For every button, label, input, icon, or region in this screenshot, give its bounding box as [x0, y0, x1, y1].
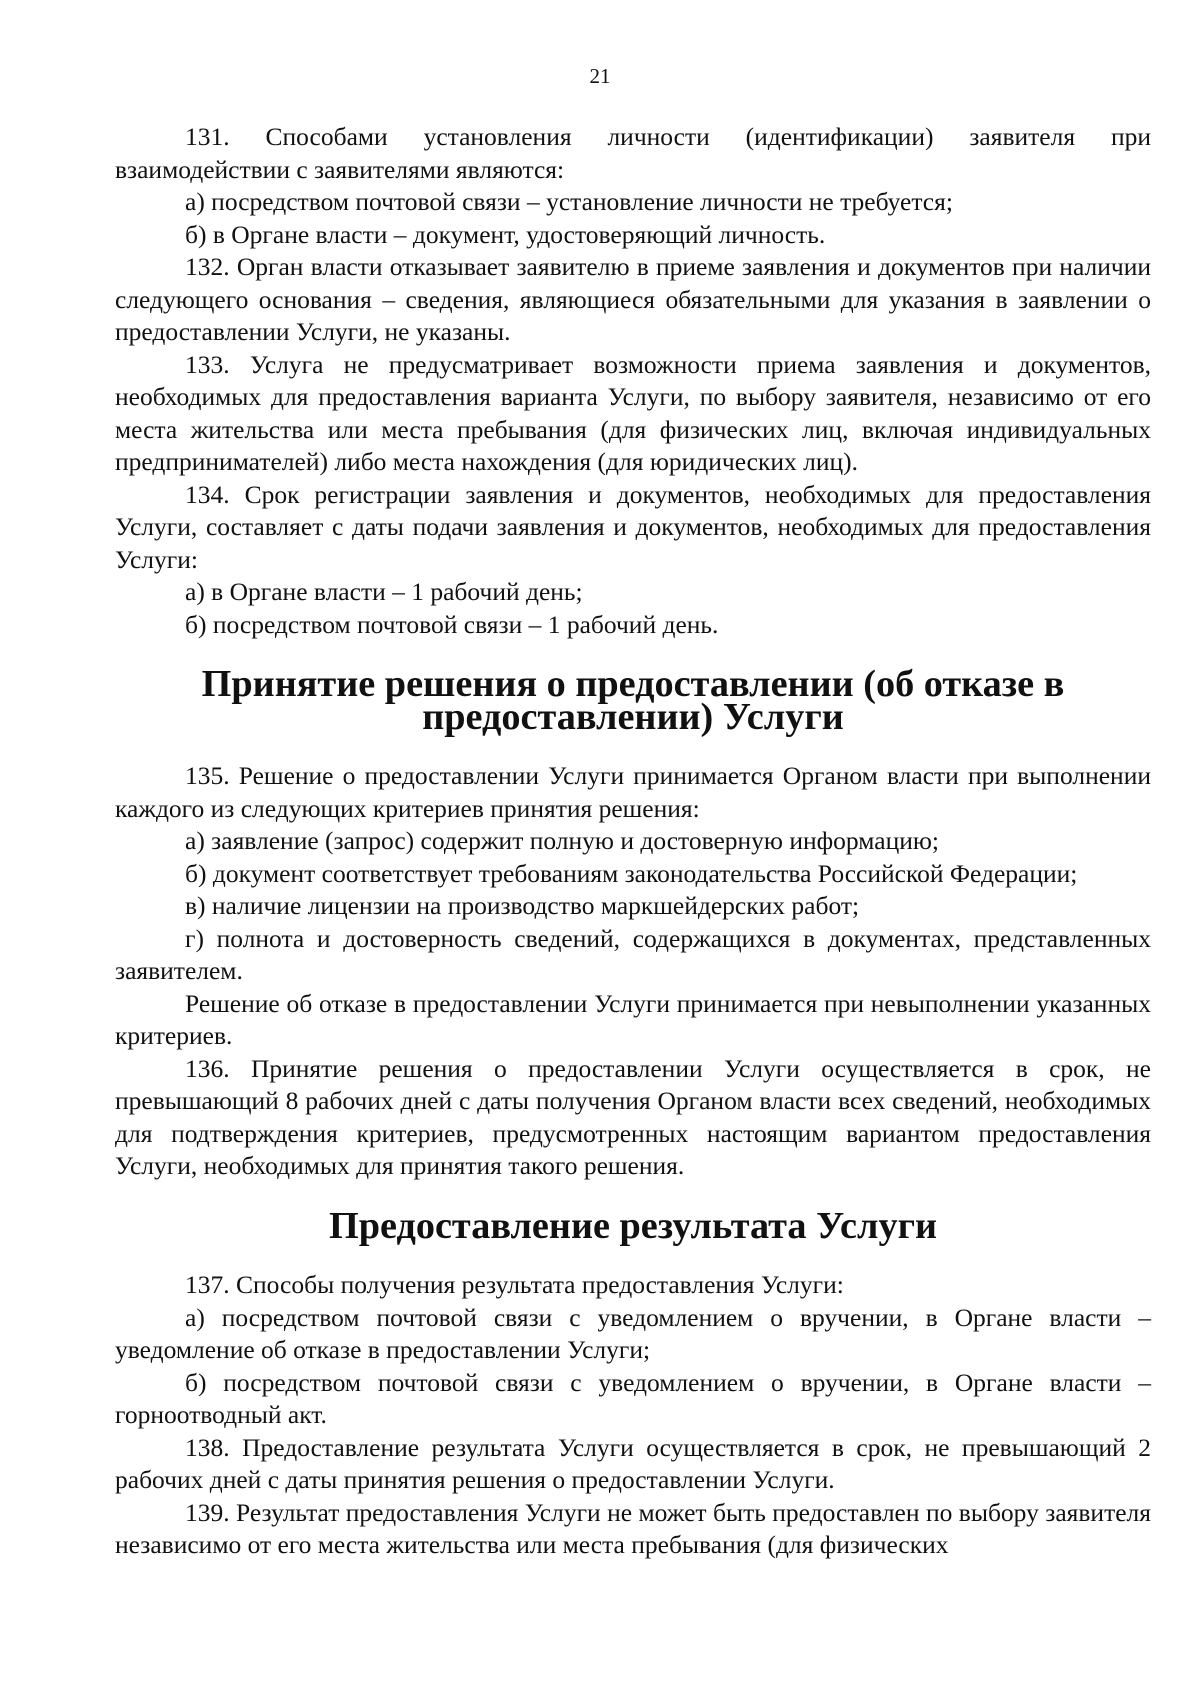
list-item-131-b: б) в Органе власти – документ, удостоверяющий личность.	[185, 219, 826, 249]
list-item-134-b: б) посредством почтовой связи – 1 рабочий день.	[185, 609, 719, 639]
paragraph-131: 131. Способами установления личности (идентификации) заявителя при взаимодействии с заявителями являются:	[115, 122, 1151, 184]
list-item-135-b: б) документ соответствует требованиям законодательства Российской Федерации;	[185, 858, 1078, 888]
paragraph-134: 134. Срок регистрации заявления и документов, необходимых для предоставления Услуги, составляет с даты подачи заявления и документов, необходимых для предоставления Услуги:	[115, 479, 1151, 574]
paragraph-137: 137. Способы получения результата предоставления Услуги:	[185, 1270, 844, 1299]
paragraph-132: 132. Орган власти отказывает заявителю в приеме заявления и документов при наличии следующего основания – сведения, являющиеся обязательными для указания в заявлении о предоставлении Услуги, не указаны.	[115, 252, 1151, 346]
paragraph-138: 138. Предоставление результата Услуги осуществляется в срок, не превышающий 2 рабочих дней с даты принятия решения о предоставлении Услуги.	[115, 1432, 1151, 1494]
list-item-137-b: б) посредством почтовой связи с уведомлением о вручении, в Органе власти – горноотводный акт.	[115, 1367, 1151, 1429]
page-number: 21	[589, 64, 611, 88]
paragraph-135: 135. Решение о предоставлении Услуги принимается Органом власти при выполнении каждого из следующих критериев принятия решения:	[115, 761, 1151, 823]
list-item-135-v: в) наличие лицензии на производство маркшейдерских работ;	[185, 891, 860, 920]
list-item-135-a: а) заявление (запрос) содержит полную и достоверную информацию;	[185, 826, 939, 855]
list-item-135-g: г) полнота и достоверность сведений, содержащихся в документах, представленных заявителем.	[115, 923, 1151, 985]
paragraph-133: 133. Услуга не предусматривает возможности приема заявления и документов, необходимых для предоставления варианта Услуги, по выбору заявителя, независимо от его места жительства или места пребывания (для физических лиц, включая индивидуальных предпринимателей) либо места нахождения (для юридических лиц).	[115, 349, 1151, 476]
paragraph-139: 139. Результат предоставления Услуги не может быть предоставлен по выбору заявителя независимо от его места жительства или места пребывания (для физических	[115, 1497, 1151, 1559]
list-item-137-a: а) посредством почтовой связи с уведомлением о вручении, в Органе власти – уведомление об отказе в предоставлении Услуги;	[115, 1302, 1151, 1364]
section-heading-decision: Принятие решения о предоставлении (об отказе в предоставлении) Услуги	[201, 663, 1065, 738]
document-body	[115, 121, 1151, 1562]
section-heading-result: Предоставление результата Услуги	[328, 1204, 937, 1247]
list-item-131-a: а) посредством почтовой связи – установление личности не требуется;	[185, 187, 953, 216]
paragraph-136: 136. Принятие решения о предоставлении Услуги осуществляется в срок, не превышающий 8 рабочих дней с даты получения Органом власти всех сведений, необходимых для подтверждения критериев, предусмотренных настоящим вариантом предоставления Услуги, необходимых для принятия такого решения.	[115, 1053, 1151, 1180]
list-item-134-a: а) в Органе власти – 1 рабочий день;	[185, 577, 583, 606]
paragraph-refusal-decision: Решение об отказе в предоставлении Услуги принимается при невыполнении указанных критериев.	[115, 988, 1151, 1050]
